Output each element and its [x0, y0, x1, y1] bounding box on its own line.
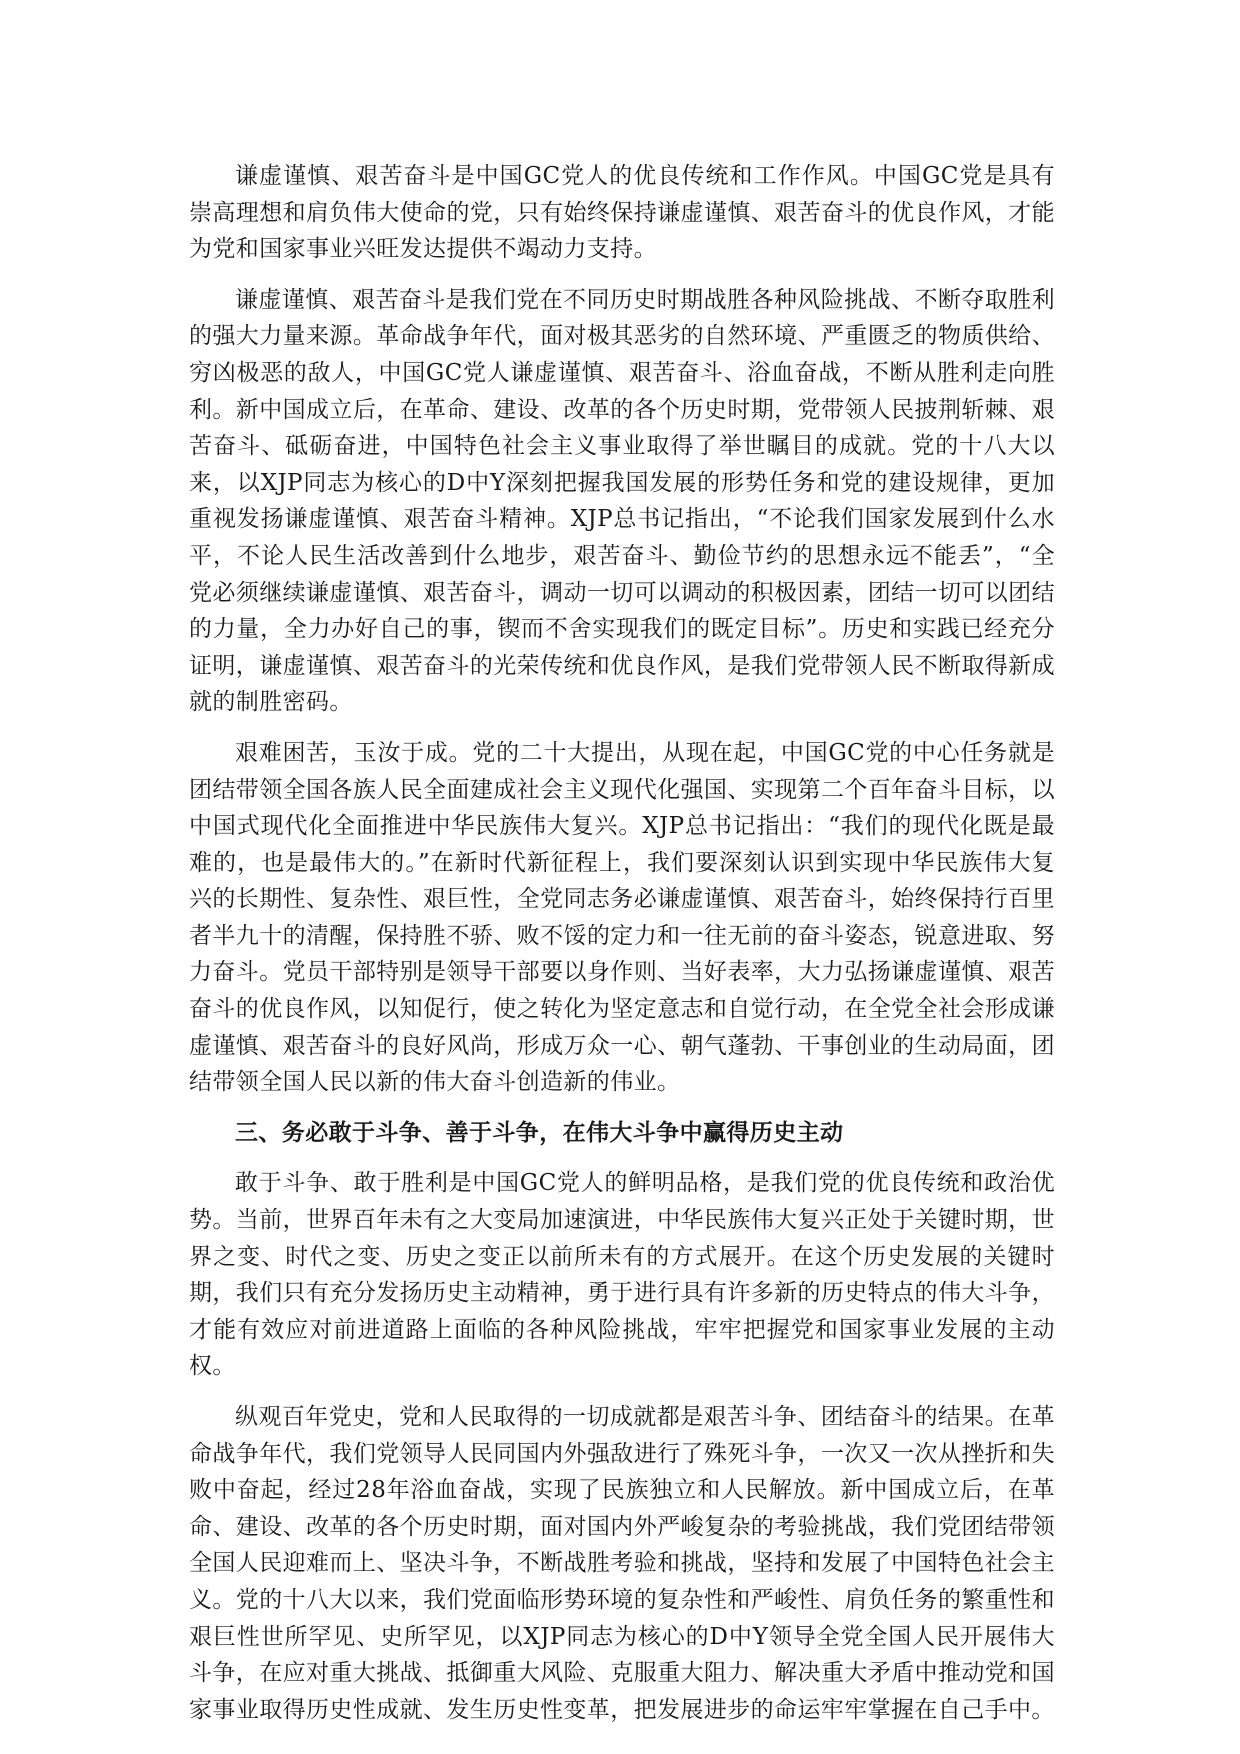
paragraph-5: 纵观百年党史，党和人民取得的一切成就都是艰苦斗争、团结奋斗的结果。在革命战争年代，我们党领导人民同国内外强敌进行了殊死斗争，一次又一次从挫折和失败中奋起，经过28年浴血奋战，实现了民族独立和人民解放。新中国成立后，在革命、建设、改革的各个历史时期，面对国内外严峻复杂的考验挑战，我们党团结带领全国人民迎难而上、坚决斗争，不断战胜考验和挑战，坚持和发展了中国特色社会主义。党的十八大以来，我们党面临形势环境的复杂性和严峻性、肩负任务的繁重性和艰巨性世所罕见、史所罕见，以XJP同志为核心的D中Y领导全党全国人民开展伟大斗争，在应对重大挑战、抵御重大风险、克服重大阻力、解决重大矛盾中推动党和国家事业取得历史性成就、发生历史性变革，把发展进步的命运牢牢掌握在自己手中。: [189, 1404, 1055, 1723]
paragraph-2: 谦虚谨慎、艰苦奋斗是我们党在不同历史时期战胜各种风险挑战、不断夺取胜利的强大力量来源。革命战争年代，面对极其恶劣的自然环境、严重匮乏的物质供给、穷凶极恶的敌人，中国GC党人谦虚谨慎、艰苦奋斗、浴血奋战，不断从胜利走向胜利。新中国成立后，在革命、建设、改革的各个历史时期，党带领人民披荆斩棘、艰苦奋斗、砥砺奋进，中国特色社会主义事业取得了举世瞩目的成就。党的十八大以来，以XJP同志为核心的D中Y深刻把握我国发展的形势任务和党的建设规律，更加重视发扬谦虚谨慎、艰苦奋斗精神。XJP总书记指出，“不论我们国家发展到什么水平，不论人民生活改善到什么地步，艰苦奋斗、勤俭节约的思想永远不能丢”，“全党必须继续谦虚谨慎、艰苦奋斗，调动一切可以调动的积极因素，团结一切可以团结的力量，全力办好自己的事，锲而不舍实现我们的既定目标”。历史和实践已经充分证明，谦虚谨慎、艰苦奋斗的光荣传统和优良作风，是我们党带领人民不断取得新成就的制胜密码。: [189, 286, 1055, 716]
paragraph-4: 敢于斗争、敢于胜利是中国GC党人的鲜明品格，是我们党的优良传统和政治优势。当前，世界百年未有之大变局加速演进，中华民族伟大复兴正处于关键时期，世界之变、时代之变、历史之变正以前所未有的方式展开。在这个历史发展的关键时期，我们只有充分发扬历史主动精神，勇于进行具有许多新的历史特点的伟大斗争，才能有效应对前进道路上面临的各种风险挑战，牢牢把握党和国家事业发展的主动权。: [189, 1170, 1055, 1380]
paragraph-1: 谦虚谨慎、艰苦奋斗是中国GC党人的优良传统和工作作风。中国GC党是具有崇高理想和肩负伟大使命的党，只有始终保持谦虚谨慎、艰苦奋斗的优良作风，才能为党和国家事业兴旺发达提供不竭动力支持。: [189, 163, 1055, 263]
paragraph-3: 艰难困苦，玉汝于成。党的二十大提出，从现在起，中国GC党的中心任务就是团结带领全国各族人民全面建成社会主义现代化强国、实现第二个百年奋斗目标，以中国式现代化全面推进中华民族伟大复兴。XJP总书记指出：“我们的现代化既是最难的，也是最伟大的。”在新时代新征程上，我们要深刻认识到实现中华民族伟大复兴的长期性、复杂性、艰巨性，全党同志务必谦虚谨慎、艰苦奋斗，始终保持行百里者半九十的清醒，保持胜不骄、败不馁的定力和一往无前的奋斗姿态，锐意进取、努力奋斗。党员干部特别是领导干部要以身作则、当好表率，大力弘扬谦虚谨慎、艰苦奋斗的优良作风，以知促行，使之转化为坚定意志和自觉行动，在全党全社会形成谦虚谨慎、艰苦奋斗的良好风尚，形成万众一心、朝气蓬勃、干事创业的生动局面，团结带领全国人民以新的伟大奋斗创造新的伟业。: [189, 739, 1055, 1096]
section-heading: 三、务必敢于斗争、善于斗争，在伟大斗争中赢得历史主动: [235, 1118, 844, 1146]
document-body: [189, 158, 1055, 1742]
